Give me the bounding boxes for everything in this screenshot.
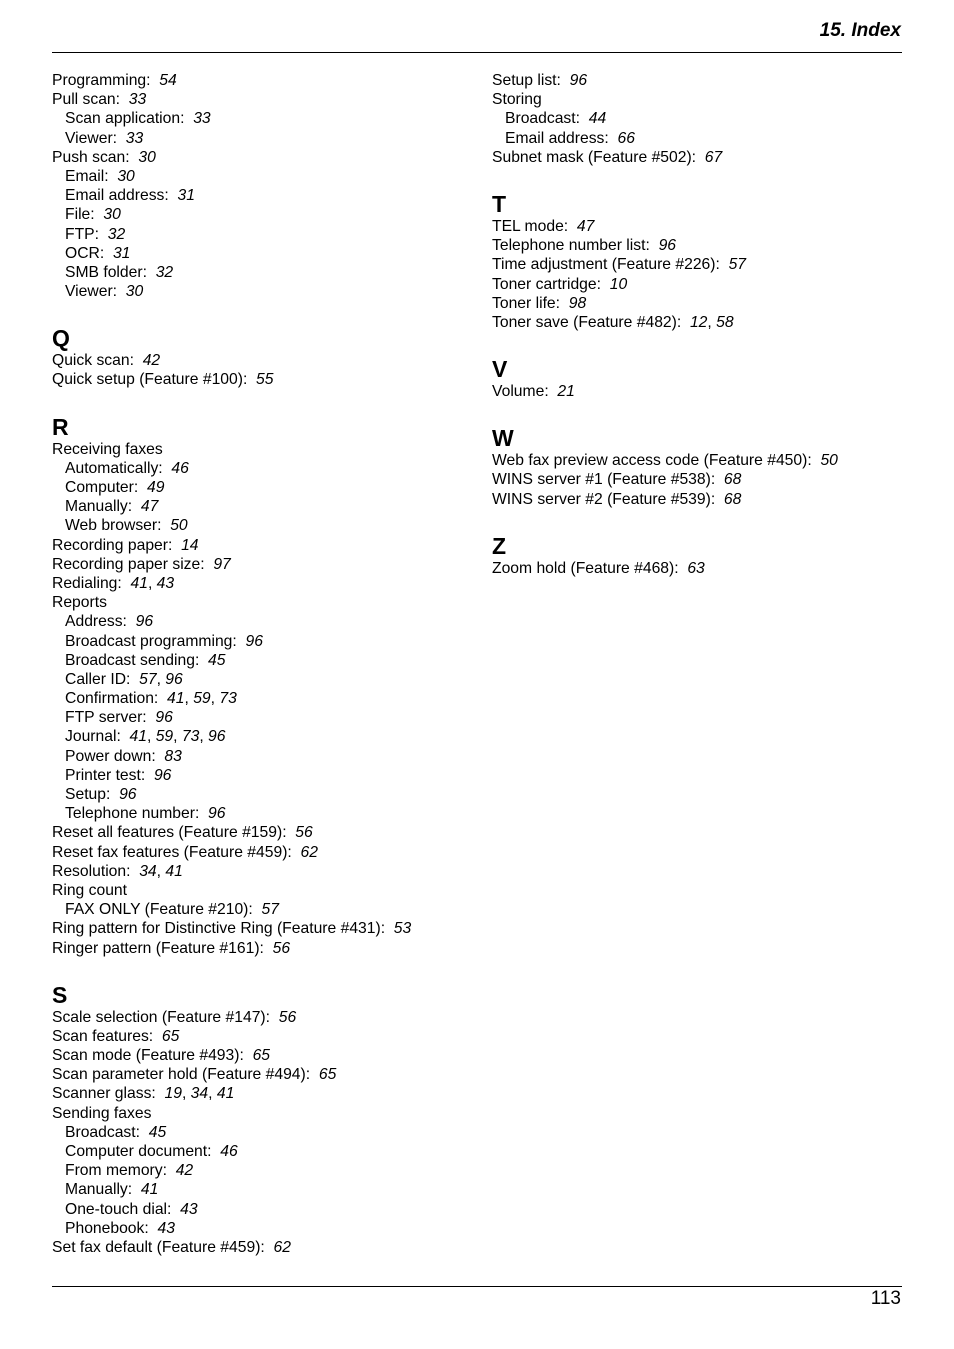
index-subentry bbox=[52, 651, 472, 670]
index-term: WINS server #1 (Feature #538): bbox=[492, 471, 716, 489]
index-page-ref: 96 bbox=[135, 613, 154, 631]
index-page-ref: 42 bbox=[175, 1162, 194, 1180]
index-term: Computer: bbox=[65, 479, 139, 496]
index-term: Reset fax features (Feature #459): bbox=[52, 843, 292, 861]
index-term: Volume: bbox=[492, 383, 549, 401]
index-page-ref: 96 bbox=[245, 632, 263, 650]
index-term: Ring pattern for Distinctive Ring (Feature #431): bbox=[52, 920, 386, 938]
index-subentry: Caller ID: 57, 96 bbox=[65, 670, 183, 688]
index-page-ref: 56 bbox=[278, 1008, 297, 1026]
index-term: Pull scan: bbox=[52, 91, 121, 109]
index-term: Broadcast sending: bbox=[65, 651, 200, 669]
index-page-ref: 56 bbox=[272, 939, 291, 957]
index-term: WINS server #2 (Feature #539): bbox=[492, 490, 716, 508]
index-page-ref: 41 bbox=[165, 862, 183, 880]
index-page-ref: 41 bbox=[130, 574, 148, 592]
index-page-ref: 10 bbox=[609, 275, 628, 293]
index-page-ref: 96 bbox=[155, 709, 173, 727]
index-term: Email address: bbox=[65, 187, 169, 205]
index-subentry bbox=[52, 900, 472, 919]
index-subentry bbox=[52, 129, 472, 148]
index-page-ref: 42 bbox=[142, 352, 161, 370]
index-term: Toner save (Feature #482): bbox=[492, 313, 682, 331]
index-term: Manually: bbox=[65, 1181, 133, 1199]
index-page-ref: 45 bbox=[148, 1123, 167, 1141]
index-term: Quick scan: bbox=[52, 352, 134, 370]
index-term: Phonebook: bbox=[65, 1219, 149, 1237]
index-page-ref: 47 bbox=[576, 217, 595, 235]
index-subentry bbox=[52, 167, 472, 186]
index-subentry bbox=[52, 1180, 472, 1199]
index-term: Reports bbox=[52, 594, 107, 612]
index-page-ref: 46 bbox=[220, 1143, 238, 1160]
index-subentry bbox=[52, 747, 472, 766]
index-subentry bbox=[52, 478, 472, 497]
index-entry bbox=[492, 90, 912, 109]
index-subentry bbox=[52, 804, 472, 823]
index-page-ref: 57 bbox=[728, 256, 747, 274]
index-entry bbox=[52, 881, 472, 900]
index-section-letter: W bbox=[492, 425, 514, 452]
index-page-ref: 57 bbox=[261, 901, 279, 919]
index-term: Reset all features (Feature #159): bbox=[52, 824, 287, 842]
index-term: File: bbox=[65, 206, 95, 224]
index-page-ref: 73 bbox=[219, 690, 237, 708]
index-term: Set fax default (Feature #459): bbox=[52, 1238, 265, 1256]
index-page-ref: 59 bbox=[155, 728, 174, 746]
index-page-ref: 45 bbox=[208, 651, 226, 669]
index-page-ref: 96 bbox=[569, 72, 588, 89]
index-subentry bbox=[52, 1123, 472, 1142]
index-subentry bbox=[52, 263, 472, 282]
index-page-ref: 32 bbox=[107, 225, 126, 243]
index-entry bbox=[52, 440, 472, 459]
index-page-ref: 65 bbox=[318, 1066, 337, 1084]
index-term: Telephone number: bbox=[65, 805, 200, 823]
index-page-ref: 62 bbox=[300, 843, 318, 861]
index-term: Ringer pattern (Feature #161): bbox=[52, 939, 264, 957]
index-term: Recording paper: bbox=[52, 536, 173, 554]
index-term: Toner life: bbox=[492, 294, 561, 312]
index-section-letter: Z bbox=[492, 532, 507, 559]
index-section-letter: V bbox=[492, 356, 508, 383]
index-column-right bbox=[492, 71, 912, 578]
index-term: Web browser: bbox=[65, 517, 162, 535]
index-entry bbox=[52, 843, 472, 862]
index-entry bbox=[52, 1027, 472, 1046]
index-page-ref: 33 bbox=[128, 91, 147, 109]
index-subentry bbox=[52, 785, 472, 804]
index-subentry bbox=[52, 708, 472, 727]
index-term: Scan application: bbox=[65, 110, 185, 128]
index-term: FAX ONLY (Feature #210): bbox=[65, 901, 253, 919]
index-term: One-touch dial: bbox=[65, 1200, 172, 1218]
index-page-ref: 33 bbox=[193, 110, 211, 128]
index-page-ref: 97 bbox=[213, 555, 231, 573]
index-page-ref: 31 bbox=[177, 187, 195, 205]
index-page-ref: 50 bbox=[170, 517, 188, 535]
index-subentry bbox=[52, 1161, 472, 1180]
index-entry bbox=[52, 90, 472, 109]
index-term: From memory: bbox=[65, 1162, 167, 1180]
index-subentry bbox=[52, 282, 472, 301]
index-page-ref: 34 bbox=[139, 862, 157, 880]
index-page-ref: 96 bbox=[658, 237, 677, 255]
index-term: SMB folder: bbox=[65, 263, 147, 281]
index-entry bbox=[492, 255, 912, 274]
index-section-letter: S bbox=[52, 981, 68, 1008]
index-term: Confirmation: bbox=[65, 690, 159, 708]
index-term: Broadcast: bbox=[65, 1123, 140, 1141]
index-term: Setup list: bbox=[492, 72, 561, 89]
index-subentry bbox=[52, 766, 472, 785]
index-subentry bbox=[52, 1219, 472, 1238]
index-term: Scan mode (Feature #493): bbox=[52, 1047, 244, 1065]
index-subentry bbox=[52, 497, 472, 516]
footer-rule bbox=[52, 1286, 902, 1287]
index-entry bbox=[52, 1008, 472, 1027]
index-page-ref: 96 bbox=[153, 766, 172, 784]
index-entry bbox=[52, 148, 472, 167]
index-entry: Resolution: 34, 41 bbox=[52, 862, 183, 880]
index-subentry: Journal: 41, 59, 73, 96 bbox=[65, 728, 226, 746]
index-subentry bbox=[52, 1142, 472, 1161]
index-page-ref: 30 bbox=[125, 283, 144, 301]
index-subentry: Confirmation: 41, 59, 73 bbox=[65, 690, 237, 708]
index-page-ref: 44 bbox=[588, 110, 607, 128]
index-term: Address: bbox=[65, 613, 127, 631]
index-page-ref: 50 bbox=[820, 452, 838, 470]
index-term: Sending faxes bbox=[52, 1104, 152, 1122]
index-subentry bbox=[52, 109, 472, 128]
index-term: Printer test: bbox=[65, 766, 146, 784]
index-term: Resolution: bbox=[52, 862, 131, 880]
page-header-title: 15. Index bbox=[819, 20, 901, 41]
index-entry: Toner save (Feature #482): 12, 58 bbox=[492, 313, 734, 331]
index-entry bbox=[492, 559, 912, 578]
index-term: Viewer: bbox=[65, 129, 118, 147]
index-page-ref: 56 bbox=[295, 824, 313, 842]
index-term: Scale selection (Feature #147): bbox=[52, 1008, 271, 1026]
index-entry: Redialing: 41, 43 bbox=[52, 574, 175, 592]
index-page-ref: 63 bbox=[687, 559, 705, 577]
index-subentry bbox=[52, 632, 472, 651]
index-entry bbox=[492, 71, 912, 90]
index-term: Computer document: bbox=[65, 1143, 212, 1160]
index-term: OCR: bbox=[65, 244, 105, 262]
index-page-ref: 43 bbox=[180, 1200, 198, 1218]
index-term: Scan parameter hold (Feature #494): bbox=[52, 1066, 311, 1084]
index-page-ref: 58 bbox=[716, 313, 734, 331]
index-term: Email: bbox=[65, 167, 109, 185]
index-subentry bbox=[492, 129, 912, 148]
index-term: Power down: bbox=[65, 747, 156, 765]
index-page-ref: 73 bbox=[181, 728, 200, 746]
index-subentry bbox=[52, 459, 472, 478]
index-page-ref: 30 bbox=[103, 206, 121, 224]
index-term: FTP server: bbox=[65, 709, 147, 727]
index-term: Quick setup (Feature #100): bbox=[52, 371, 248, 389]
index-page-ref: 54 bbox=[159, 72, 177, 89]
index-subentry bbox=[52, 612, 472, 631]
index-page-ref: 98 bbox=[568, 294, 587, 312]
index-term: Journal: bbox=[65, 728, 121, 746]
index-entry: Scanner glass: 19, 34, 41 bbox=[52, 1085, 235, 1103]
index-entry bbox=[52, 536, 472, 555]
index-term: Push scan: bbox=[52, 148, 130, 166]
index-term: FTP: bbox=[65, 225, 99, 243]
index-subentry bbox=[52, 516, 472, 535]
index-page-ref: 83 bbox=[164, 747, 182, 765]
index-entry bbox=[492, 470, 912, 489]
index-page-ref: 46 bbox=[171, 459, 189, 477]
index-term: Email address: bbox=[505, 129, 609, 147]
index-term: Receiving faxes bbox=[52, 440, 163, 458]
index-entry bbox=[52, 370, 472, 389]
index-term: Toner cartridge: bbox=[492, 275, 601, 293]
index-subentry bbox=[52, 205, 472, 224]
index-subentry bbox=[52, 1200, 472, 1219]
index-subentry bbox=[52, 244, 472, 263]
index-page-ref: 12 bbox=[689, 313, 708, 331]
page-number: 113 bbox=[870, 1288, 901, 1309]
index-entry bbox=[52, 351, 472, 370]
index-term: Viewer: bbox=[65, 283, 118, 301]
index-page-ref: 21 bbox=[557, 383, 575, 401]
index-term: Recording paper size: bbox=[52, 555, 205, 573]
index-term: Telephone number list: bbox=[492, 237, 650, 255]
index-page-ref: 41 bbox=[140, 1181, 159, 1199]
index-entry bbox=[52, 1046, 472, 1065]
index-entry bbox=[52, 823, 472, 842]
index-term: Subnet mask (Feature #502): bbox=[492, 148, 697, 166]
index-page-ref: 53 bbox=[393, 920, 412, 938]
index-term: Broadcast programming: bbox=[65, 632, 237, 650]
index-term: Storing bbox=[492, 91, 542, 109]
index-page-ref: 41 bbox=[129, 728, 147, 746]
index-entry bbox=[52, 1065, 472, 1084]
index-page-ref: 55 bbox=[256, 371, 274, 389]
index-term: Web fax preview access code (Feature #450): bbox=[492, 452, 812, 470]
index-entry bbox=[492, 294, 912, 313]
index-page-ref: 96 bbox=[165, 670, 183, 688]
index-term: Scanner glass: bbox=[52, 1085, 156, 1103]
index-term: Scan features: bbox=[52, 1027, 154, 1045]
index-page-ref: 32 bbox=[155, 263, 174, 281]
index-term: Redialing: bbox=[52, 574, 122, 592]
index-page-ref: 59 bbox=[193, 690, 211, 708]
index-term: Ring count bbox=[52, 881, 127, 899]
index-subentry bbox=[52, 186, 472, 205]
index-page-ref: 67 bbox=[704, 148, 723, 166]
index-page-ref: 14 bbox=[181, 536, 199, 554]
index-page-ref: 68 bbox=[723, 490, 742, 508]
index-entry bbox=[492, 275, 912, 294]
index-page-ref: 19 bbox=[164, 1085, 182, 1103]
index-term: Zoom hold (Feature #468): bbox=[492, 559, 679, 577]
index-page-ref: 68 bbox=[723, 471, 742, 489]
index-page-ref: 65 bbox=[252, 1047, 271, 1065]
index-entry bbox=[52, 939, 472, 958]
index-page-ref: 66 bbox=[617, 129, 635, 147]
index-page-ref: 43 bbox=[157, 1219, 175, 1237]
index-page-ref: 62 bbox=[273, 1238, 291, 1256]
header-rule bbox=[52, 52, 902, 53]
index-entry bbox=[52, 593, 472, 612]
index-entry bbox=[492, 148, 912, 167]
index-page-ref: 30 bbox=[117, 167, 135, 185]
index-page-ref: 96 bbox=[119, 786, 137, 803]
index-entry bbox=[52, 919, 472, 938]
index-page-ref: 96 bbox=[208, 805, 226, 823]
index-page-ref: 47 bbox=[140, 498, 159, 516]
index-term: Manually: bbox=[65, 498, 133, 516]
index-page-ref: 65 bbox=[161, 1027, 180, 1045]
index-term: TEL mode: bbox=[492, 217, 569, 235]
index-section-letter: T bbox=[492, 190, 507, 217]
index-entry bbox=[52, 1104, 472, 1123]
index-section-letter: R bbox=[52, 413, 69, 440]
index-entry bbox=[52, 1238, 472, 1257]
index-term: Time adjustment (Feature #226): bbox=[492, 256, 720, 274]
index-page-ref: 43 bbox=[156, 574, 175, 592]
index-entry bbox=[52, 71, 472, 90]
index-column-left bbox=[52, 71, 472, 1257]
index-entry bbox=[52, 555, 472, 574]
index-term: Broadcast: bbox=[505, 110, 580, 128]
index-page-ref: 33 bbox=[125, 129, 144, 147]
index-section-letter: Q bbox=[52, 325, 70, 352]
index-page-ref: 41 bbox=[216, 1085, 235, 1103]
index-page-ref: 57 bbox=[139, 670, 157, 688]
index-page-ref: 41 bbox=[167, 690, 185, 708]
index-entry bbox=[492, 382, 912, 401]
index-page-ref: 49 bbox=[146, 479, 165, 496]
index-subentry bbox=[492, 109, 912, 128]
index-entry bbox=[492, 490, 912, 509]
index-entry bbox=[492, 451, 912, 470]
index-term: Setup: bbox=[65, 786, 111, 803]
index-page-ref: 34 bbox=[190, 1085, 209, 1103]
index-entry bbox=[492, 236, 912, 255]
index-term: Automatically: bbox=[65, 459, 163, 477]
index-page-ref: 31 bbox=[112, 244, 131, 262]
index-page-ref: 30 bbox=[138, 148, 156, 166]
index-term: Programming: bbox=[52, 72, 151, 89]
index-page-ref: 96 bbox=[208, 728, 226, 746]
index-term: Caller ID: bbox=[65, 670, 131, 688]
index-entry bbox=[492, 217, 912, 236]
index-subentry bbox=[52, 225, 472, 244]
